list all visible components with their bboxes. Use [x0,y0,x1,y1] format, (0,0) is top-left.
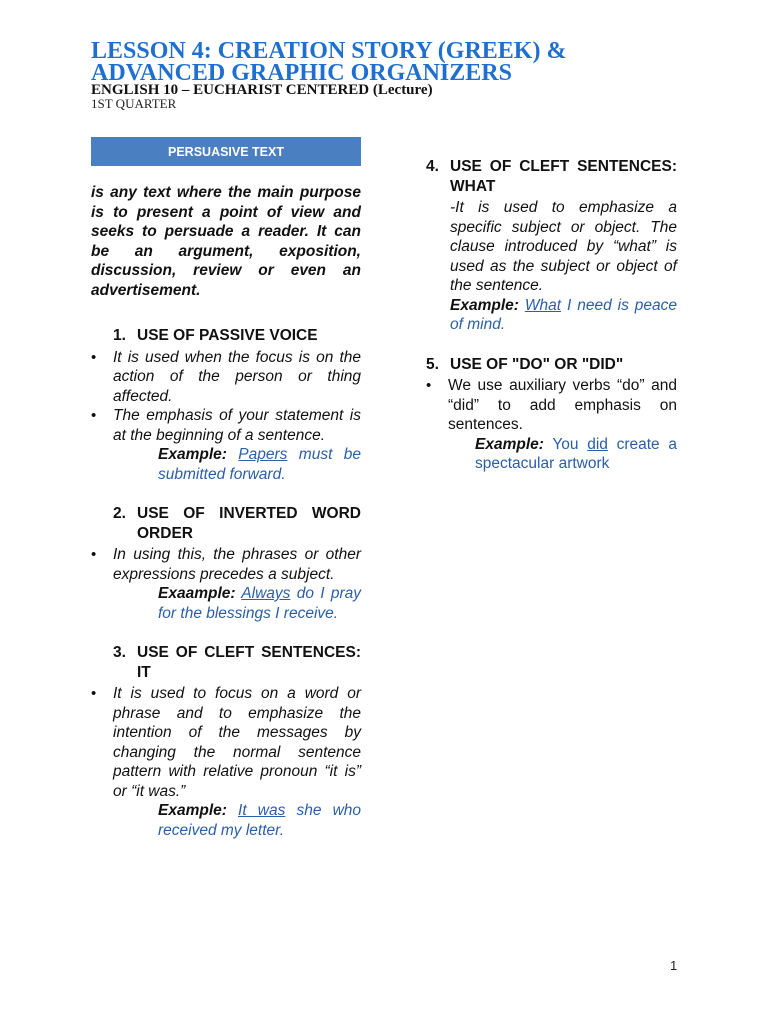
example-label: Example: [158,802,227,819]
example-underlined: What [524,296,562,314]
left-column [91,183,361,840]
example-underlined: did [587,435,608,453]
section-2-heading [91,504,361,543]
bullet-text: In using this, the phrases or other expressions precedes a subject. [113,546,361,583]
section-1-bullet-2 [91,406,361,445]
example-underlined: Papers [238,446,288,463]
example-text-pre: You [552,435,588,453]
example-text: must be submitted forward. [158,446,361,483]
bullet-text: It is used when the focus is on the action of the person or thing affected. [113,348,361,405]
bullet-icon: • [91,685,97,702]
bullet-icon: • [426,377,432,394]
section-4-heading [426,157,677,196]
persuasive-text-banner: PERSUASIVE TEXT [91,137,361,166]
section-2-number: 2. [113,505,126,522]
section-3-heading [91,643,361,682]
example-text: I need is peace of mind. [450,296,677,333]
example-text: create a spectacular artwork [475,435,677,472]
course-subtitle: ENGLISH 10 – EUCHARIST CENTERED (Lecture) [91,82,433,98]
section-3-example [158,801,361,840]
example-label: Example: [158,446,227,463]
section-2-title: USE OF INVERTED WORD ORDER [137,505,361,542]
bullet-icon: • [91,348,97,366]
page-number: 1 [670,958,678,973]
section-1-title: USE OF PASSIVE VOICE [137,327,318,344]
section-2-bullet-1 [91,545,361,584]
example-underlined: Always [241,585,291,602]
example-text: she who received my letter. [158,802,361,839]
intro-definition: is any text where the main purpose is to present a point of view and seeks to persuade a reader. It can be an argument, exposition, discussion, review or even an advertisement. [91,184,361,299]
example-underlined: It was [238,802,286,819]
quarter-label: 1ST QUARTER [91,96,177,111]
section-3-title: USE OF CLEFT SENTENCES: IT [137,644,361,681]
example-text: do I pray for the blessings I receive. [158,585,361,622]
section-3-number: 3. [113,644,126,661]
example-label: Exaample: [158,585,236,602]
section-5-example [475,435,677,474]
example-label: Example: [450,296,519,314]
section-1-heading [91,326,361,346]
section-5-bullet-1 [426,376,677,435]
section-1-number: 1. [113,327,126,344]
section-4-number: 4. [426,158,439,175]
section-4-title: USE OF CLEFT SENTENCES: WHAT [450,158,677,195]
bullet-icon: • [91,407,97,424]
section-4-example [450,296,677,335]
lesson-title [91,40,731,84]
right-column [426,157,677,474]
section-1-example [158,445,361,484]
section-5-heading [426,355,677,375]
section-5-title: USE OF "DO" OR "DID" [450,355,624,373]
example-label: Example: [475,435,544,453]
section-5-number: 5. [426,355,439,373]
bullet-text: The emphasis of your statement is at the beginning of a sentence. [113,407,361,444]
bullet-icon: • [91,546,97,563]
section-3-bullet-1 [91,684,361,801]
bullet-text: It is used to focus on a word or phrase and to emphasize the intention of the messages by changing the normal sentence pattern with relative pronoun “it is” or “it was.” [113,685,361,800]
title-line-2: ADVANCED GRAPHIC ORGANIZERS [91,60,512,86]
section-2-example [158,584,361,623]
bullet-text: We use auxiliary verbs “do” and “did” to add emphasis on sentences. [448,377,677,433]
section-1-bullet-1 [91,348,361,407]
section-4-description: -It is used to emphasize a specific subject or object. The clause introduced by “what” is used as the subject or object of the sentence. [450,199,677,294]
title-line-1: LESSON 4: CREATION STORY (GREEK) & [91,38,567,64]
